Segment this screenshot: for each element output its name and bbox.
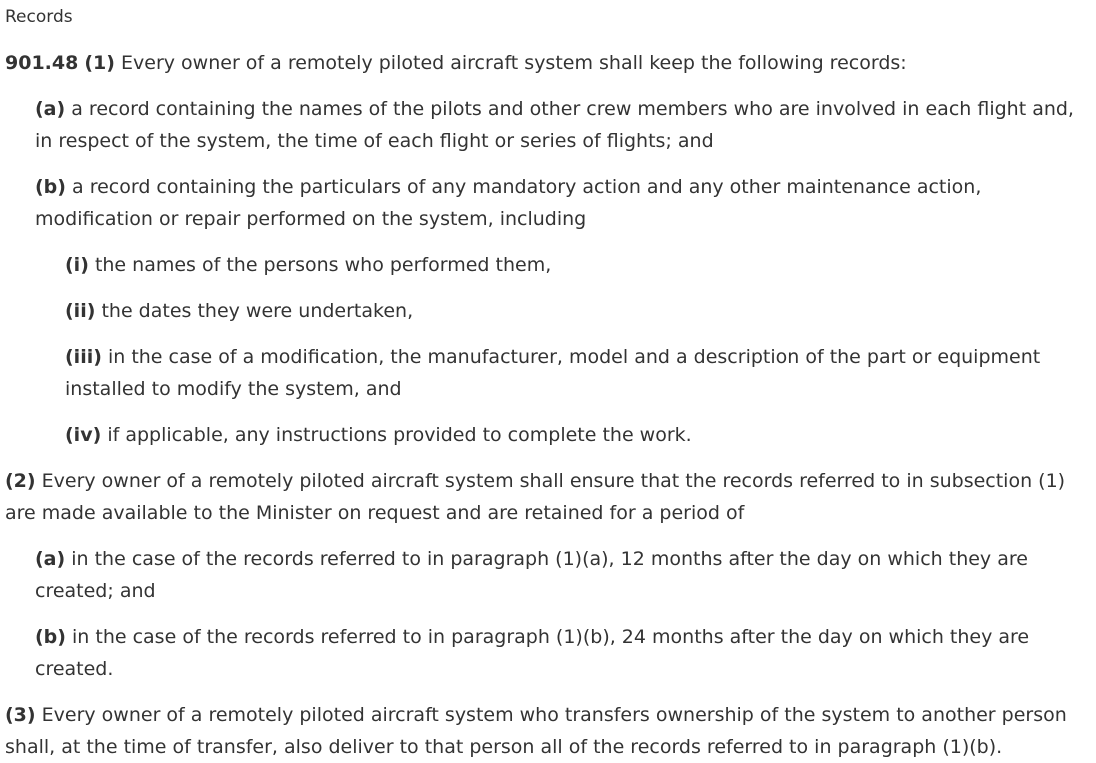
subsection-2-label: (2) [5, 470, 36, 492]
subparagraph-1b-iii-text: in the case of a modification, the manufacturer, model and a description of the part or equipment installed to modify the system, and [65, 346, 1041, 400]
subsection-1-label: (1) [84, 52, 115, 74]
subparagraph-1b-iv-label: (iv) [65, 424, 102, 446]
paragraph-2a-text: in the case of the records referred to in paragraph (1)(a), 12 months after the day on which they are created; and [35, 548, 1028, 602]
paragraph-2b-text: in the case of the records referred to in paragraph (1)(b), 24 months after the day on which they are created. [35, 626, 1030, 680]
paragraph-1a-label: (a) [35, 98, 66, 120]
subparagraph-1b-iv-text: if applicable, any instructions provided to complete the work. [107, 424, 692, 446]
subsection-2 [5, 465, 1091, 529]
paragraph-2b-label: (b) [35, 626, 66, 648]
subsection-1-text: Every owner of a remotely piloted aircraft system shall keep the following records: [121, 52, 907, 74]
paragraph-1b [35, 171, 1091, 235]
paragraph-1a [35, 93, 1091, 157]
subparagraph-1b-i-text: the names of the persons who performed them, [94, 254, 552, 276]
subparagraph-1b-ii-text: the dates they were undertaken, [101, 300, 414, 322]
subparagraph-1b-i [65, 249, 1091, 281]
paragraph-2b [35, 621, 1091, 685]
subsection-2-text: Every owner of a remotely piloted aircraft system shall ensure that the records referred to in subsection (1) are made available to the Minister on request and are retained for a period of [5, 470, 1066, 524]
section-number: 901.48 [5, 52, 79, 74]
paragraph-2a-label: (a) [35, 548, 66, 570]
subparagraph-1b-ii [65, 295, 1091, 327]
subparagraph-1b-i-label: (i) [65, 254, 89, 276]
subparagraph-1b-iii-label: (iii) [65, 346, 102, 368]
subsection-3-text: Every owner of a remotely piloted aircraft system who transfers ownership of the system to another person shall, at the time of transfer, also deliver to that person all of the records referred to in paragraph (1)(b). [5, 704, 1067, 758]
subsection-3 [5, 699, 1091, 763]
paragraph-1a-text: a record containing the names of the pilots and other crew members who are involved in each flight and, in respect of the system, the time of each flight or series of flights; and [35, 98, 1074, 152]
subsection-1 [5, 47, 1091, 79]
subsection-3-label: (3) [5, 704, 36, 726]
subparagraph-1b-iv [65, 419, 1091, 451]
subparagraph-1b-iii [65, 341, 1091, 405]
subparagraph-1b-ii-label: (ii) [65, 300, 96, 322]
section-heading: Records [5, 7, 73, 27]
paragraph-1b-label: (b) [35, 176, 66, 198]
paragraph-2a [35, 543, 1091, 607]
paragraph-1b-text: a record containing the particulars of any mandatory action and any other maintenance action, modification or repair performed on the system, including [35, 176, 982, 230]
